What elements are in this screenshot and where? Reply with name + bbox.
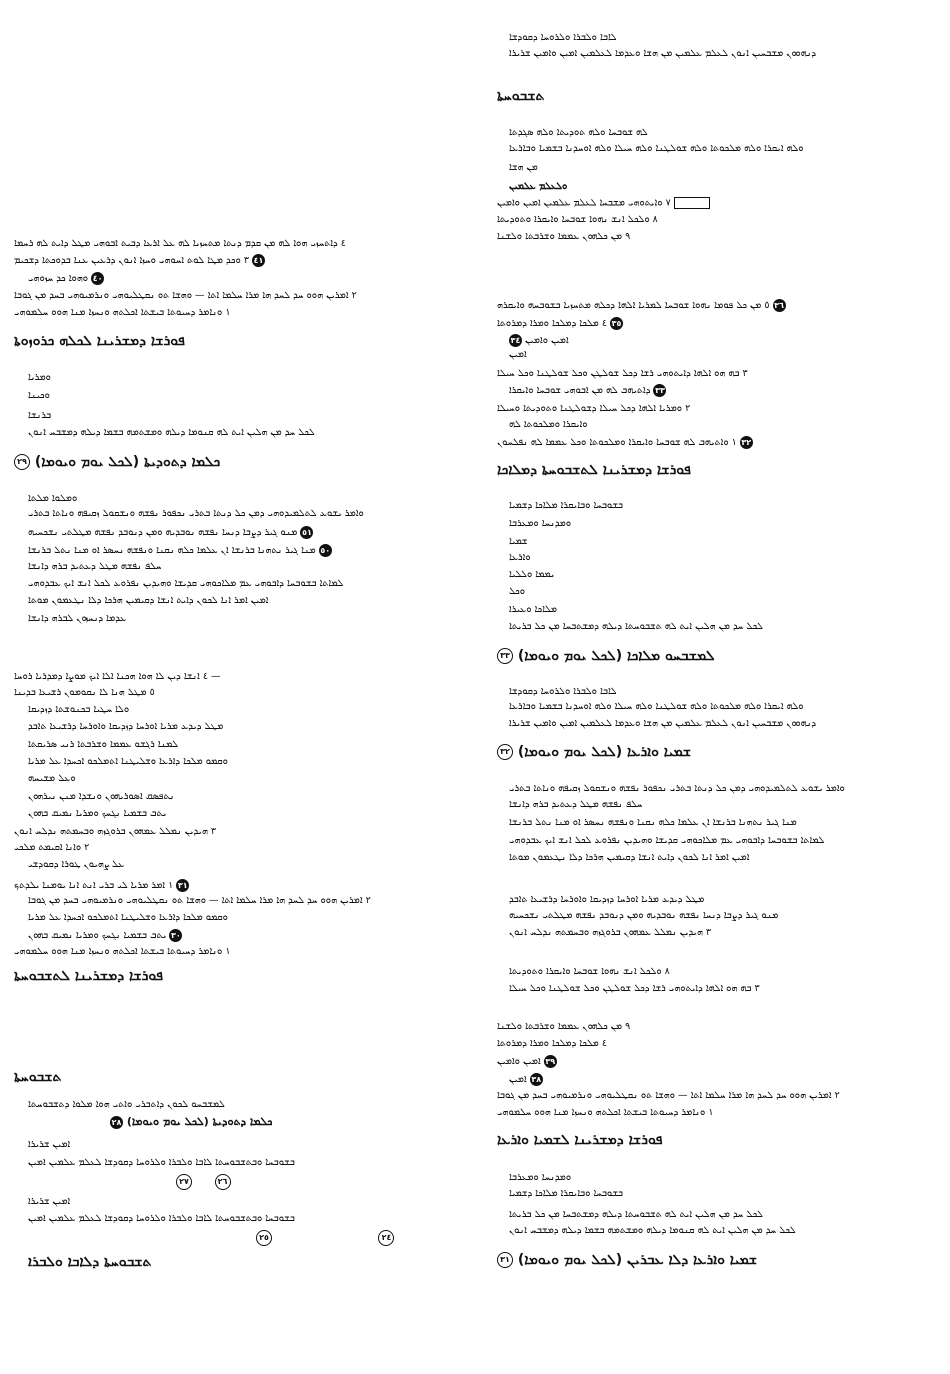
para-line: ٣ ܗܝܕܝܢ ܢܡܠܠ ܥܡܗܘܢ ܒܪܘܓܙܗ ܘܒܚܡܬܗ ܢܕܠܚ ܐܢܘܢ bbox=[509, 927, 712, 938]
section-heading: ܦܘܪܫܐ ܕܡܫܪܝܢܐ ܠܬܫܒܘܚܬܐ ܕܡܠܐܟܐ bbox=[497, 462, 691, 478]
title-number-badge: ٣٣ bbox=[497, 648, 513, 664]
list-line: ܘܩܡܘ ܡܠܟܐ ܕܐܪܥܐ ܘܫܠܝܛܢܐ ܐܬܡܠܟܘ ܐܟܚܕܐ ܥܠ ܡܪܝܐ bbox=[28, 756, 228, 767]
para-line: ܚܠܦ ܢܦܫܗ ܡܛܠ ܕܥܬܝܕ ܒܪܗ ܕܐܢܫܐ bbox=[28, 561, 162, 572]
section-heading: ܦܘܪܫܐ ܕܡܫܪܝܢܐ ܠܬܫܒܘܚܬܐ bbox=[14, 968, 163, 984]
para-line: ܘܐܡܪ ܝܫܘܥ ܠܬܠܡܝܕܘܗܝ ܕܡܢ ܟܠ ܕܢܬܐ ܒܬܪܝ ܢܟܦܘܪ ܢܦܫܗ ܘܢܫܩܘܠ ܙܩܝܦܗ ܘܢܐܬܐ ܒܬܪܝ bbox=[509, 783, 845, 794]
section-title: ٢٩ ܟܠܡܐ ܕܬܘܕܝܬܐ (ܠܟܠ ܝܘܡ ܘܝܘܡܐ) bbox=[14, 454, 220, 470]
section-heading: ܬܫܒܘܚܬܐ ܕܠܐܒܐ ܘܠܒܪܐ bbox=[28, 1254, 152, 1270]
verse-marker-icon: ٤١ bbox=[253, 256, 264, 265]
list-line: ٢ ܘܐܢܐ ܐܩܝܡܬ ܡܠܟܝ bbox=[14, 842, 90, 853]
list-line: ٤ ܡܠܟܐ ܕܡܠܟܐ ܘܡܪܐ ܕܡܪܘܬܐ bbox=[497, 1038, 608, 1049]
verse-marker-icon: ٤٠ bbox=[92, 274, 103, 283]
list-line: ٤ ܕܐܬܚܙܝ ܗܘܐ ܠܗ ܡܢ ܩܕܡ ܕܢܬܐ ܡܬܚܙܝܐ ܠܗ ܥܠ ܐܪܥܐ ܕܒܝܬ ܐܒܘܗܝ ܡܛܠ ܕܐܝܬ ܠܗ ܪܚܡܐ bbox=[14, 238, 346, 249]
list-line: ܢܬܦܣܩ ܐܣܘܪܝܗܘܢ ܘܢܫܕܐ ܡܢܢ ܢܝܪܗܘܢ bbox=[28, 791, 175, 802]
para-line: ٣ ܒܗ ܗܘ ܐܠܗܐ ܕܐܝܬܘܗܝ ܪܫܐ ܕܟܠ ܫܘܠܛܢ ܘܟܠ ܫܘܠܛܢܐ ܘܟܠ ܚܝܠܐ bbox=[509, 983, 760, 994]
word-line: ܝܡܡܐ ܘܠܠܝܐ bbox=[509, 569, 555, 580]
list-line: ٢ ܐܡܪܝܢ ܗܘܘ ܚܕ ܠܚܕ ܗܐ ܡܪܐ ܚܠܡܐ ܐܬܐ — ܘܗܫܐ ܬܘ ܢܩܛܠܝܘܗܝ ܘܢܪܡܝܘܗܝ ܒܚܕ ܡܢ ܓܘܒܐ bbox=[28, 895, 371, 906]
verse-marker-icon: ٣٨ bbox=[531, 1075, 542, 1084]
list-line: ٧ ܘܐܝܬܘܗܝ ܡܫܒܚܐ ܠܥܠܡ ܥܠܡܝܢ ܐܡܝܢ ܘܐܡܝܢ bbox=[497, 197, 710, 209]
para-line: ܡܢܘ ܓܝܪ ܕܨܒܐ ܕܢܚܐ ܢܦܫܗ ܢܘܒܕܝܗ ܘܡܢ ܕܢܘܒܕ ܢܦܫܗ ܡܛܠܬܝ ܢܫܟܚܝܗ ٥١ bbox=[28, 527, 312, 538]
word-line: ܘܟܝܢܐ bbox=[28, 390, 50, 401]
verse-marker-icon: ٢٤ bbox=[378, 1230, 394, 1246]
text-line: ܠܟܠ ܚܕ ܡܢ ܗܠܝܢ ܐܝܬ ܠܗ ܩܢܘܡܐ ܕܝܠܗ ܘܡܫܬܡܗ ܒܫܡܐ ܕܝܠܗ ܕܡܫܒܚ ܐܢܘܢ bbox=[509, 1225, 796, 1236]
list-line: ܥܠ ܨܗܝܘܢ ܛܘܪܐ ܕܩܘܕܫܝ bbox=[28, 859, 125, 870]
list-line: ٥ ܡܛܠ ܗܢܐ ܠܐ ܢܩܘܡܘܢ ܪܫܝܥܐ ܒܕܝܢܐ bbox=[14, 687, 155, 698]
note-line: ܠܡܫܒܚܘ ܠܟܘܢ ܕܐܬܒܪܝ ܘܐܬܝ ܗܘܐ ܡܠܘܐ ܕܬܫܒܘܚܬܐ bbox=[28, 1099, 225, 1110]
list-line: ܘܥܠ ܡܫܝܚܗ bbox=[28, 773, 76, 784]
list-line: ܡܛܠ ܕܝܕܥ ܡܪܝܐ ܐܘܪܚܐ ܕܙܕܝܩܐ ܘܐܘܪܚܐ ܕܪܫܝܥܐ ܬܐܒܕ bbox=[28, 721, 224, 732]
para-line: ܘܠܗ ܐܝܩܪܐ ܘܠܗ ܡܠܟܘܬܐ ܘܠܗ ܫܘܠܛܢܐ ܘܠܗ ܚܝܠܐ ܘܠܗ ܐܘܚܕܢܐ ܒܫܡܝܐ ܘܒܐܪܥܐ bbox=[509, 701, 804, 712]
para-line: ܠܡܐܬܐ ܒܫܘܒܚܐ ܕܐܒܘܗܝ ܥܡ ܡܠܐܟܘܗܝ ܩܕܝܫܐ ܘܗܝܕܝܢ ܢܦܪܘܥ ܠܟܠ ܐܢܫ ܐܝܟ ܥܒܕܘܗܝ bbox=[28, 578, 344, 589]
para-line: ܠܡܐܬܐ ܒܫܘܒܚܐ ܕܐܒܘܗܝ ܥܡ ܡܠܐܟܘܗܝ ܩܕܝܫܐ ܘܗܝܕܝܢ ܢܦܪܘܥ ܠܟܠ ܐܢܫ ܐܝܟ ܥܒܕܘܗܝ bbox=[509, 835, 825, 846]
list-line: ٤ ܡܠܟܐ ܕܡܠܟܐ ܘܡܪܐ ܕܡܪܘܬܐ ٣٥ bbox=[497, 318, 622, 329]
verse-marker-icon: ٣٢ bbox=[741, 438, 752, 447]
list-line: ܘܩܡܘ ܡܠܟܐ ܕܐܪܥܐ ܘܫܠܝܛܢܐ ܐܬܡܠܟܘ ܐܟܚܕܐ ܥܠ ܡܪܝܐ bbox=[28, 912, 228, 923]
list-line: ܘܐܝܩܪܐ ܘܡܠܟܘܬܐ ܠܗ bbox=[509, 419, 588, 430]
note-line: ܐܡܝܢ ܫܪܝܪܐ bbox=[28, 1196, 71, 1207]
section-heading: ܦܘܪܫܐ ܕܡܫܪܝܢܐ ܠܟܠܗ ܟܪܘܙܘܬܐ bbox=[14, 333, 185, 349]
note-line: ܒܫܘܒܚܐ ܘܒܬܫܒܘܚܬܐ ܠܐܒܐ ܘܠܒܪܐ ܘܠܪܘܚܐ ܕܩܘܕܫܐ ܠܥܠܡ ܥܠܡܝܢ ܐܡܝܢ bbox=[28, 1213, 295, 1224]
word-line: ܘܟܠ bbox=[509, 586, 526, 597]
section-heading: ܬܫܒܘܚܬܐ bbox=[14, 1069, 62, 1085]
note-title: ٢٨ ܟܠܡܐ ܕܬܘܕܝܬܐ (ܠܟܠ ܝܘܡ ܘܝܘܡܐ) bbox=[111, 1115, 273, 1128]
word-line: ܡܠܐܟܐ ܘܥܝܪܐ bbox=[509, 604, 557, 615]
para-line: ܕܢܗܘܘܢ ܡܫܒܚܝܢ ܐܢܘܢ ܠܥܠܡ ܥܠܡܝܢ ܡܢ ܗܫܐ ܘܥܕܡܐ ܠܥܠܡܝܢ ܐܡܝܢ ܘܐܡܝܢ ܫܪܝܪܐ bbox=[509, 718, 817, 729]
list-line: ܡܢ ܗܫܐ bbox=[509, 162, 538, 173]
section-heading: ܬܫܒܘܚܬܐ bbox=[497, 88, 545, 104]
verse-marker-icon: ٣٥ bbox=[611, 319, 622, 328]
para-line: ܡܛܠ ܕܝܕܥ ܡܪܝܐ ܐܘܪܚܐ ܕܙܕܝܩܐ ܘܐܘܪܚܐ ܕܪܫܝܥܐ ܬܐܒܕ bbox=[509, 894, 705, 905]
list-line: ٣٤ ܐܡܝܢ ܘܐܡܝܢ bbox=[510, 335, 569, 346]
list-line: ٩ ܡܢ ܟܠܗܘܢ ܥܡܡܐ ܘܫܪܒܬܐ ܘܠܫܢܐ bbox=[497, 1021, 631, 1032]
list-line: ٢ ܐܡܪܝܢ ܗܘܘ ܚܕ ܠܚܕ ܗܐ ܡܪܐ ܚܠܡܐ ܐܬܐ — ܘܗܫܐ ܬܘ ܢܩܛܠܝܘܗܝ ܘܢܪܡܝܘܗܝ ܒܚܕ ܡܢ ܓܘܒܐ bbox=[497, 1090, 840, 1101]
word-line: ܘܡܕܢܚܐ ܘܡܥܪܒܐ bbox=[509, 518, 572, 529]
list-line: ٢ ܘܡܪܝܐ ܐܠܗܐ ܕܟܠ ܚܝܠܐ ܕܫܘܠܛܢܐ ܘܬܘܕܝܬܐ ܘܚܝܠܐ bbox=[497, 403, 691, 414]
verse-marker-icon: ٢٦ bbox=[215, 1174, 231, 1190]
verse-marker-icon: ٥١ bbox=[302, 528, 312, 537]
para-line: ܠܐܒܐ ܘܠܒܪܐ ܘܠܪܘܚܐ ܕܩܘܕܫܐ bbox=[509, 686, 617, 697]
verse-marker-icon: ٢٥ bbox=[256, 1230, 272, 1246]
list-line: ٣ ܗܝܕܝܢ ܢܡܠܠ ܥܡܗܘܢ ܒܪܘܓܙܗ ܘܒܚܡܬܗ ܢܕܠܚ ܐܢܘܢ bbox=[14, 826, 217, 837]
list-line: ٣ ܒܗ ܗܘ ܐܠܗܐ ܕܐܝܬܘܗܝ ܪܫܐ ܕܟܠ ܫܘܠܛܢ ܘܟܠ ܫܘܠܛܢܐ ܘܟܠ ܚܝܠܐ bbox=[497, 368, 748, 379]
verse-marker-icon: ٥٠ bbox=[320, 546, 331, 555]
verse-marker-icon: ٣٣ bbox=[655, 386, 665, 395]
blank-box bbox=[674, 197, 710, 209]
note-marks bbox=[176, 1174, 231, 1190]
list-line: ١ ܘܐܬܝܗܒ ܠܗ ܫܘܒܚܐ ܘܐܝܩܪܐ ܘܡܠܟܘܬܐ ܘܟܠ ܥܡܡܐ ܠܗ ܢܦܠܚܘܢ ٣٢ bbox=[497, 437, 752, 448]
list-line: ܘܠܗ ܐܝܩܪܐ ܘܠܗ ܡܠܟܘܬܐ ܘܠܗ ܫܘܠܛܢܐ ܘܠܗ ܚܝܠܐ ܘܠܗ ܐܘܚܕܢܐ ܒܫܡܝܐ ܘܒܐܪܥܐ bbox=[509, 143, 804, 154]
text-line: ܠܟܠ ܚܕ ܡܢ ܗܠܝܢ ܐܝܬ ܠܗ ܬܫܒܘܚܬܐ ܕܝܠܗ ܕܡܫܬܒܚܐ ܡܢ ܟܠ ܒܪܝܬܐ bbox=[509, 1209, 763, 1220]
list-line: ١ ܐܡܪ ܡܪܝܐ ܠܝ ܒܪܝ ܐܢܬ ܐܢܐ ܝܘܡܢܐ ܝܠܕܬܟ ٣١ bbox=[14, 880, 188, 891]
note-marks bbox=[256, 1230, 394, 1246]
text-line: ܠܟܠ ܚܕ ܡܢ ܗܠܝܢ ܐܝܬ ܠܗ ܩܢܘܡܐ ܕܝܠܗ ܘܡܫܬܡܗ ܒܫܡܐ ܕܝܠܗ ܕܡܫܒܚ ܐܢܘܢ bbox=[28, 427, 315, 438]
para-line: ܐܡܝܢ ܐܡܪ ܐܢܐ ܠܟܘܢ ܕܐܝܬ ܐܢܫܐ ܕܩܝܡܝܢ ܗܪܟܐ ܕܠܐ ܢܛܥܡܘܢ ܡܘܬܐ bbox=[28, 595, 269, 606]
list-line: ٢ ܐܡܪܝܢ ܗܘܘ ܚܕ ܠܚܕ ܗܐ ܡܪܐ ܚܠܡܐ ܐܬܐ — ܘܗܫܐ ܬܘ ܢܩܛܠܝܘܗܝ ܘܢܪܡܝܘܗܝ ܒܚܕ ܡܢ ܓܘܒܐ bbox=[14, 290, 357, 301]
title-number-badge: ٣٢ bbox=[497, 744, 513, 760]
note-line: ܒܫܘܒܚܐ ܘܒܬܫܒܘܚܬܐ ܠܐܒܐ ܘܠܒܪܐ ܘܠܪܘܚܐ ܕܩܘܕܫܐ ܠܥܠܡ ܥܠܡܝܢ ܐܡܝܢ bbox=[28, 1157, 295, 1168]
list-line: ܘܠܐ ܚܛܝܐ ܒܟܢܘܫܬܐ ܕܙܕܝܩܐ bbox=[28, 704, 130, 715]
list-line: ٣ ܘܟܕ ܡܛܐ ܠܘܬ ܐܚܘܗܝ ܘܚܙܐ ܐܢܘܢ ܕܪܥܝܢ ܥܢܐ ܒܕܘܟܬܐ ܕܫܟܝܡ ٤١ bbox=[14, 255, 264, 266]
word-line: ܒܫܘܒܚܐ ܘܒܐܝܩܪܐ ܡܠܐܟܐ ܕܫܡܝܐ bbox=[509, 1188, 624, 1199]
list-line: ܘܗܘܐ ܟܕ ܚܙܘܗܝ ٤٠ bbox=[28, 273, 103, 284]
section-title: ٣٣ ܠܡܫܒܚܘ ܡܠܐܟܐ (ܠܟܠ ܝܘܡ ܘܝܘܡܐ) bbox=[497, 648, 715, 664]
list-line: ܕܐܬܝܗܒ ܠܗ ܡܢ ܐܒܘܗܝ ܫܘܒܚܐ ܘܐܝܩܪܐ ٣٣ bbox=[509, 385, 665, 396]
section-title: ٣٢ ܫܡܝܐ ܘܐܪܥܐ (ܠܟܠ ܝܘܡ ܘܝܘܡܐ) bbox=[497, 744, 691, 760]
list-line: ٥ ܡܢ ܟܠ ܦܘܡܐ ܢܗܘܐ ܫܘܒܚܐ ܠܡܪܝܐ ܐܠܗܐ ܕܟܠܗ ܡܬܚܙܝܐ ܒܫܘܒܚܗ ܘܐܝܩܪܗ ٣٦ bbox=[497, 300, 784, 311]
list-line: ١ ܘܢܐܡܪ ܕܚܝܘܬܐ ܒܝܫܬܐ ܐܟܠܬܗ ܘܢܚܙܐ ܡܢܐ ܗܘܘ ܚܠܡܘܗܝ bbox=[497, 1107, 714, 1118]
list-line: ٩ ܡܢ ܟܠܗܘܢ ܥܡܡܐ ܘܫܪܒܬܐ ܘܠܫܢܐ bbox=[497, 231, 631, 242]
note-line: ܐܡܝܢ ܫܪܝܪܐ bbox=[28, 1139, 71, 1150]
word-line: ܘܡܕܢܚܐ ܘܡܥܪܒܐ bbox=[509, 1172, 572, 1183]
verse-marker-icon: ٣٠ bbox=[171, 931, 181, 940]
title-number-badge: ٣١ bbox=[497, 1252, 513, 1268]
section-heading: ܦܘܪܫܐ ܕܡܫܪܝܢܐ ܠܫܡܝܐ ܘܐܪܥܐ bbox=[497, 1132, 663, 1148]
verse-marker-icon: ٣٦ bbox=[774, 301, 784, 310]
text-line: ܠܟܠ ܚܕ ܡܢ ܗܠܝܢ ܐܝܬ ܠܗ ܬܫܒܘܚܬܐ ܕܝܠܗ ܕܡܫܬܒܚܐ ܡܢ ܟܠ ܒܪܝܬܐ bbox=[509, 621, 763, 632]
verse-marker-icon: ٣٤ bbox=[510, 336, 521, 345]
list-line: ܐܡܝܢ bbox=[509, 349, 527, 360]
list-line: ܝܬܒ ܒܫܡܝܐ ܢܓܚܟ ܘܡܪܝܐ ܢܡܝܩ ܒܗܘܢ ٣٠ bbox=[28, 930, 181, 941]
list-line: ܝܬܒ ܒܫܡܝܐ ܢܓܚܟ ܘܡܪܝܐ ܢܡܝܩ ܒܗܘܢ bbox=[28, 808, 167, 819]
title-number-badge: ٢٩ bbox=[14, 454, 30, 470]
word-line: ܘܡܪܝܐ bbox=[28, 372, 51, 383]
verse-marker-icon: ٢٨ bbox=[111, 1117, 122, 1127]
list-line: ٤ ܐܢܫܐ ܕܝܢ ܠܐ ܗܘܐ ܗܟܢܐ ܐܠܐ ܐܝܟ ܡܘܨܐ ܕܡܕܪܝܐ ܪܘܚܐ — bbox=[14, 671, 221, 682]
para-line: ܡܢܐ ܓܝܪ ܢܬܗܢܐ ܒܪܢܫܐ ܐܢ ܥܠܡܐ ܟܠܗ ܢܩܢܐ ܘܢܦܫܗ ܢܚܣܪ ܐܘ ܡܢܐ ܢܬܠ ܒܪܢܫܐ ٥٠ bbox=[28, 545, 331, 556]
para-line: ܚܠܦ ܢܦܫܗ ܡܛܠ ܕܥܬܝܕ ܒܪܗ ܕܐܢܫܐ bbox=[509, 799, 643, 810]
list-line: ܘܠܥܠܡ ܥܠܡܝܢ bbox=[509, 181, 568, 192]
para-line: ܐܡܝܢ ܐܡܪ ܐܢܐ ܠܟܘܢ ܕܐܝܬ ܐܢܫܐ ܕܩܝܡܝܢ ܗܪܟܐ ܕܠܐ ܢܛܥܡܘܢ ܡܘܬܐ bbox=[509, 852, 750, 863]
text-line: ܠܐܒܐ ܘܠܒܪܐ ܘܠܪܘܚܐ ܕܩܘܕܫܐ bbox=[509, 32, 617, 43]
list-line: ٨ ܘܠܟܠ ܐܢܫ ܢܗܘܐ ܫܘܒܚܐ ܘܐܝܩܪܐ ܘܬܘܕܝܬܐ bbox=[497, 214, 658, 225]
para-line: ܥܕܡܐ ܕܢܚܙܘܢ ܠܒܪܗ ܕܐܢܫܐ bbox=[28, 613, 127, 624]
word-line: ܫܡܝܐ bbox=[509, 536, 528, 547]
para-line: ٨ ܘܠܟܠ ܐܢܫ ܢܗܘܐ ܫܘܒܚܐ ܘܐܝܩܪܐ ܘܬܘܕܝܬܐ bbox=[509, 966, 670, 977]
word-line: ܒܪܢܫܐ bbox=[28, 410, 52, 421]
para-line: ܡܢܘ ܓܝܪ ܕܨܒܐ ܕܢܚܐ ܢܦܫܗ ܢܘܒܕܝܗ ܘܡܢ ܕܢܘܒܕ ܢܦܫܗ ܡܛܠܬܝ ܢܫܟܚܝܗ bbox=[509, 910, 779, 921]
list-line: ١ ܘܢܐܡܪ ܕܚܝܘܬܐ ܒܝܫܬܐ ܐܟܠܬܗ ܘܢܚܙܐ ܡܢܐ ܗܘܘ ܚܠܡܘܗܝ bbox=[14, 307, 231, 318]
word-line: ܒܫܘܒܚܐ ܘܒܐܝܩܪܐ ܡܠܐܟܐ ܕܫܡܝܐ bbox=[509, 500, 624, 511]
list-line: ܠܗ ܫܘܒܚܐ ܘܠܗ ܬܘܕܝܬܐ ܘܠܗ ܣܓܕܬܐ bbox=[509, 127, 648, 138]
list-line: ܐܡܝܢ ܘܐܡܝܢ ٣٩ bbox=[497, 1056, 556, 1067]
verse-marker-icon: ٣٩ bbox=[545, 1057, 556, 1066]
text-line: ܕܢܗܘܘܢ ܡܫܒܚܝܢ ܐܢܘܢ ܠܥܠܡ ܥܠܡܝܢ ܡܢ ܗܫܐ ܘܥܕܡܐ ܠܥܠܡܝܢ ܐܡܝܢ ܘܐܡܝܢ ܫܪܝܪܐ bbox=[509, 48, 817, 59]
para-line: ܡܢܐ ܓܝܪ ܢܬܗܢܐ ܒܪܢܫܐ ܐܢ ܥܠܡܐ ܟܠܗ ܢܩܢܐ ܘܢܦܫܗ ܢܚܣܪ ܐܘ ܡܢܐ ܢܬܠ ܒܪܢܫܐ bbox=[509, 817, 797, 828]
verse-marker-icon: ٣١ bbox=[177, 881, 188, 890]
word-line: ܘܐܪܥܐ bbox=[509, 552, 531, 563]
list-line: ܠܡܢܐ ܪܓܫܘ ܥܡܡܐ ܘܫܪܒܬܐ ܪܢܝ ܣܪܝܩܬܐ bbox=[28, 739, 179, 750]
para-line: ܘܡܠܘܐ ܡܠܬܐ bbox=[28, 493, 78, 504]
list-line: ١ ܘܢܐܡܪ ܕܚܝܘܬܐ ܒܝܫܬܐ ܐܟܠܬܗ ܘܢܚܙܐ ܡܢܐ ܗܘܘ ܚܠܡܘܗܝ bbox=[14, 946, 231, 957]
section-title: ٣١ ܫܡܝܐ ܘܐܪܥܐ ܕܠܐ ܥܒܪܝܢ (ܠܟܠ ܝܘܡ ܘܝܘܡܐ) bbox=[497, 1252, 757, 1268]
list-line: ܐܡܝܢ ٣٨ bbox=[509, 1074, 542, 1085]
verse-marker-icon: ٢٧ bbox=[176, 1174, 192, 1190]
para-line: ܘܐܡܪ ܝܫܘܥ ܠܬܠܡܝܕܘܗܝ ܕܡܢ ܟܠ ܕܢܬܐ ܒܬܪܝ ܢܟܦܘܪ ܢܦܫܗ ܘܢܫܩܘܠ ܙܩܝܦܗ ܘܢܐܬܐ ܒܬܪܝ bbox=[28, 508, 364, 519]
